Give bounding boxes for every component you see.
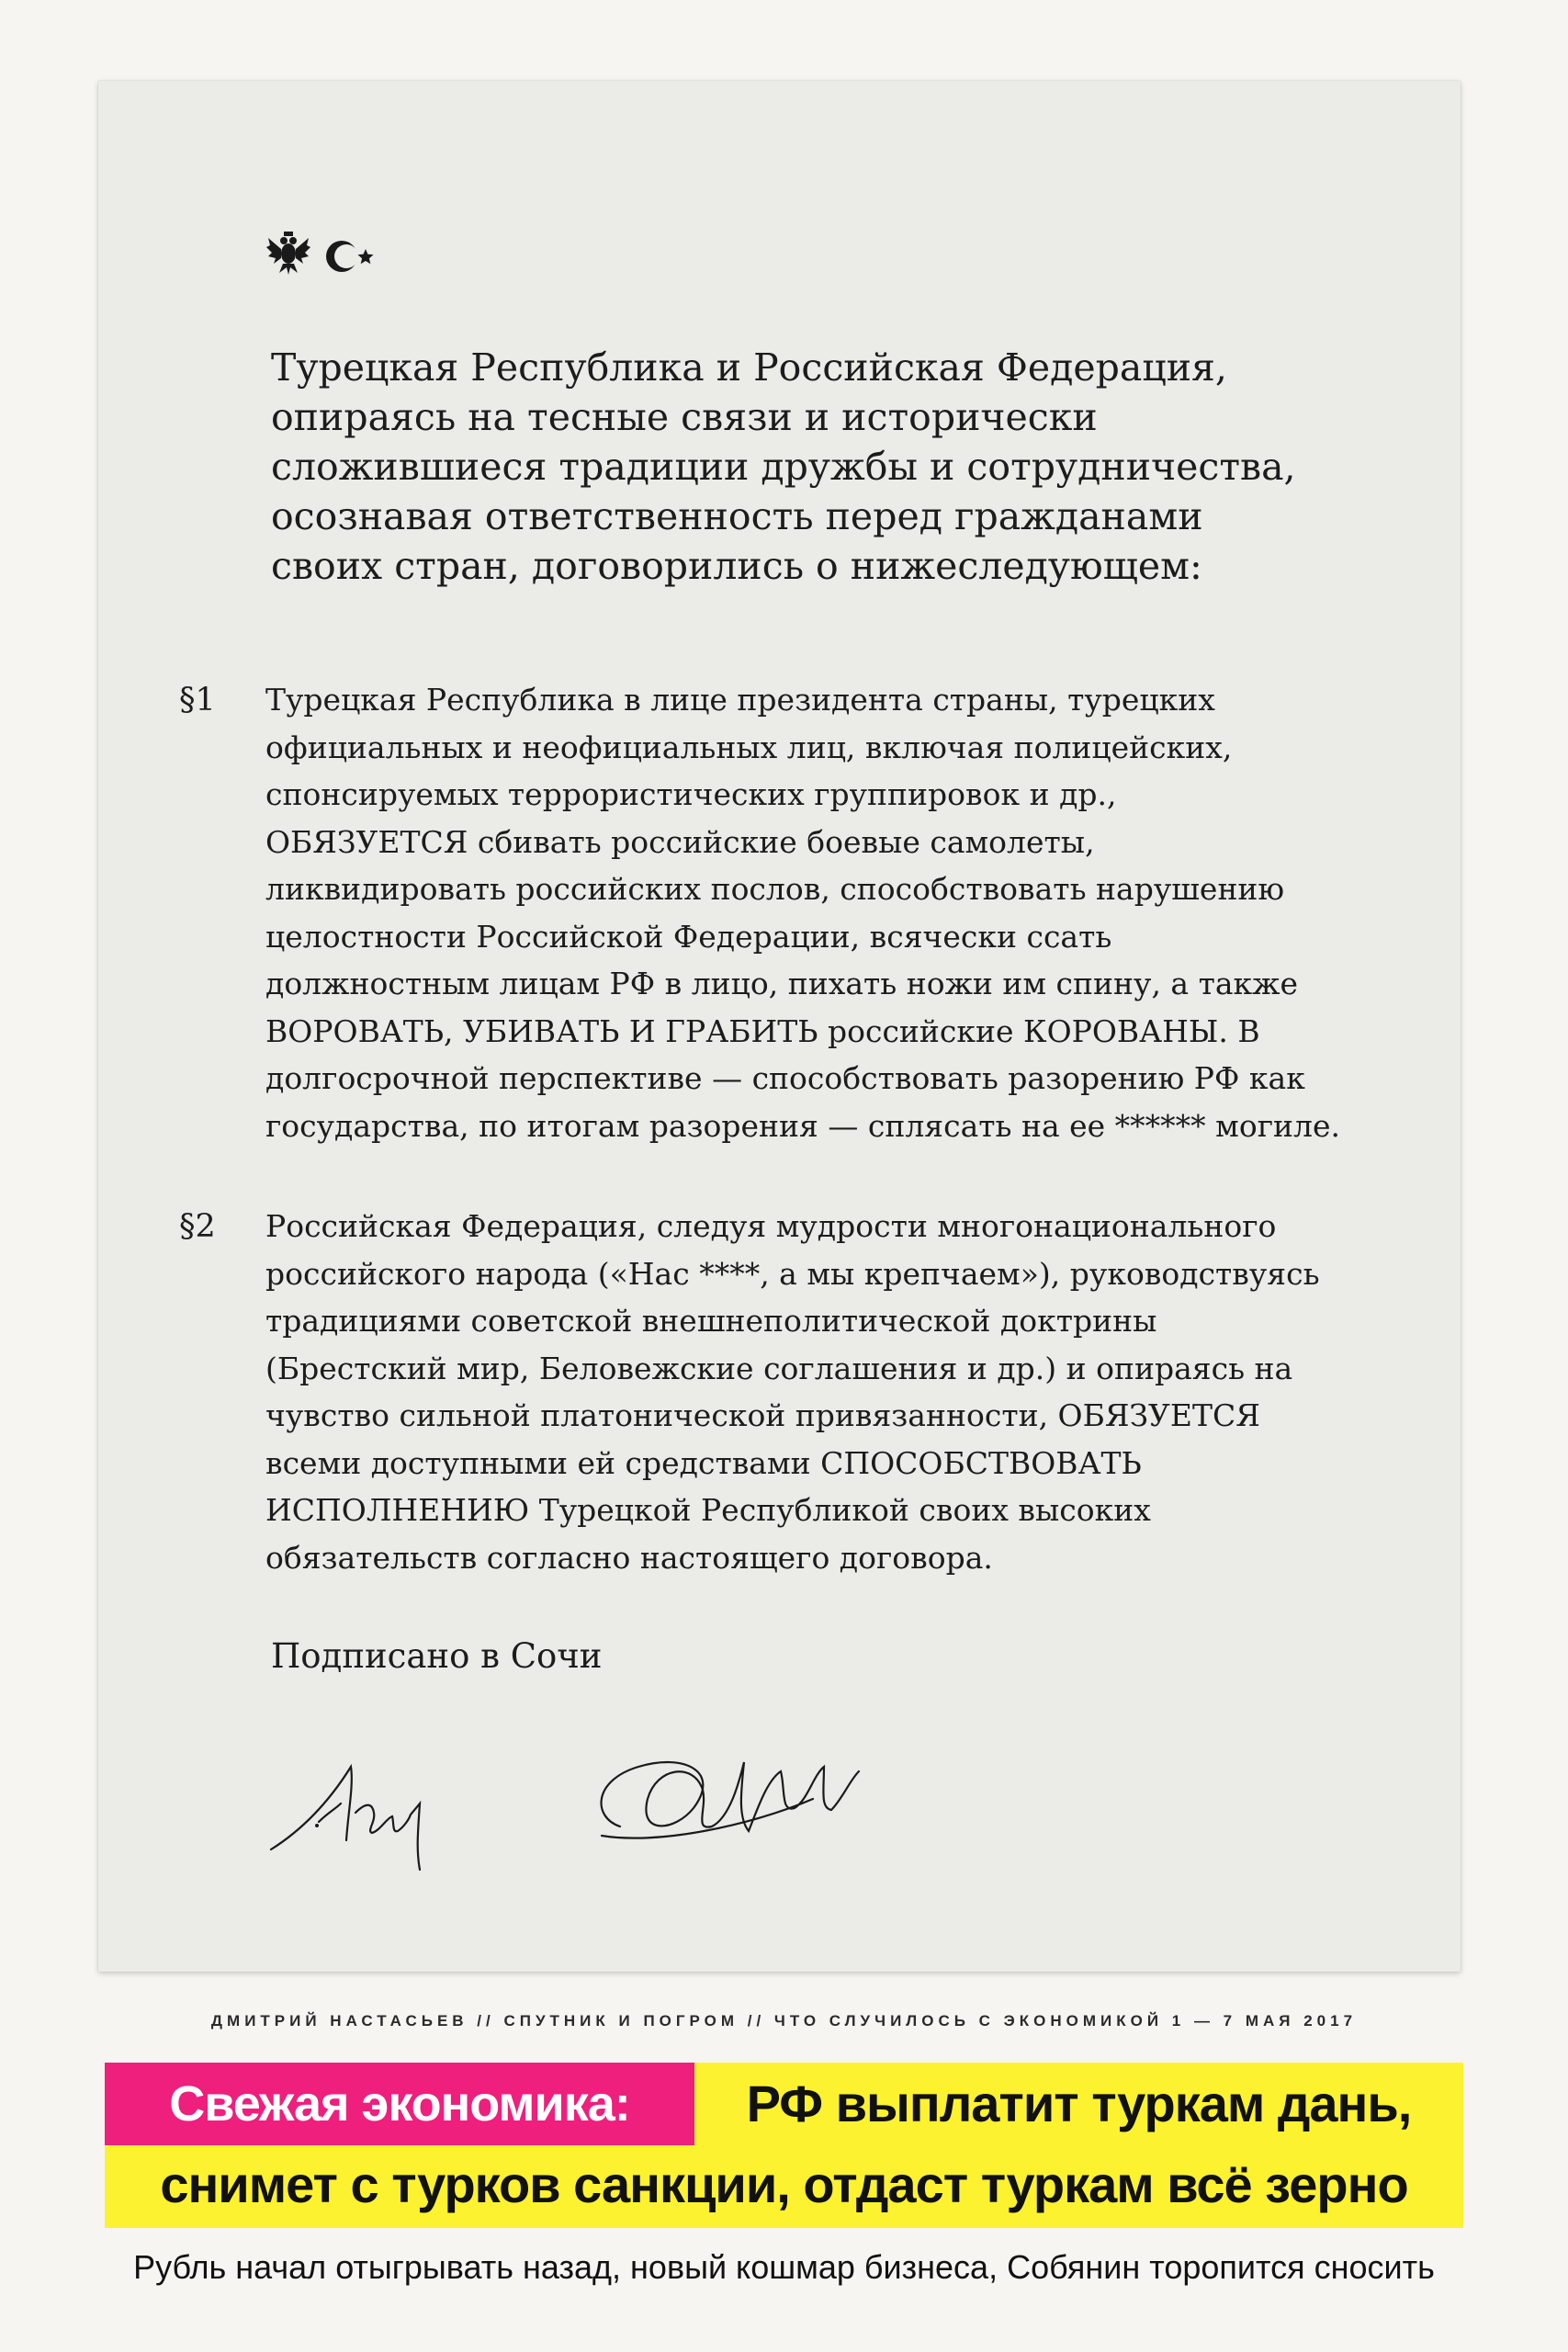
signature-right — [583, 1744, 914, 1863]
paragraph-line: государства, по итогам разорения — сплясать на ее ****** могиле. — [265, 1107, 1340, 1144]
russian-eagle-icon — [266, 232, 310, 275]
preamble-line: сложившиеся традиции дружбы и сотрудничества, — [271, 445, 1296, 489]
paragraph-line: ИСПОЛНЕНИЮ Турецкой Республикой своих высоких — [265, 1492, 1151, 1528]
paragraph-line: российского народа («Нас ****, а мы крепчаем»), руководствуясь — [265, 1255, 1320, 1292]
paragraph-line: долгосрочной перспективе — способствовать разорению РФ как — [265, 1060, 1305, 1096]
paragraph-line: традициями советской внешнеполитической доктрины — [265, 1303, 1157, 1339]
paragraph-line: обязательств согласно настоящего договора. — [265, 1539, 993, 1576]
preamble-line: своих стран, договорились о нижеследующем: — [271, 544, 1202, 588]
preamble-line: осознавая ответственность перед гражданами — [271, 494, 1203, 538]
preamble-line: Турецкая Республика и Российская Федерация, — [271, 345, 1227, 390]
paragraph-line: Турецкая Республика в лице президента страны, турецких — [265, 682, 1215, 718]
paragraph-1-label: §1 — [179, 682, 216, 718]
paragraph-line: ВОРОВАТЬ, УБИВАТЬ И ГРАБИТЬ российские КОРОВАНЫ. В — [265, 1012, 1260, 1049]
emblems — [266, 229, 386, 284]
paragraph-line: (Брестский мир, Беловежские соглашения и др.) и опираясь на — [265, 1350, 1293, 1386]
paragraph-line: чувство сильной платонической привязанности, ОБЯЗУЕТСЯ — [265, 1397, 1260, 1433]
credits-line: ДМИТРИЙ НАСТАСЬЕВ // СПУТНИК И ПОГРОМ // ЧТО СЛУЧИЛОСЬ С ЭКОНОМИКОЙ 1 — 7 МАЯ 2017 — [210, 2012, 1358, 2030]
signature-left — [264, 1748, 558, 1877]
subtitle: Рубль начал отыгрывать назад, новый кошмар бизнеса, Собянин торопится сносить — [133, 2248, 1435, 2286]
paragraph-line: ликвидировать российских послов, способствовать нарушению — [265, 871, 1285, 907]
treaty-document — [98, 81, 1461, 1972]
paragraph-line: целостности Российской Федерации, всячески ссать — [265, 918, 1112, 955]
paragraph-line: всеми доступными ей средствами СПОСОБСТВОВАТЬ — [265, 1444, 1142, 1481]
crescent-star-icon — [326, 241, 374, 272]
preamble — [271, 343, 1327, 591]
headline-line-2: снимет с турков санкции, отдаст туркам всё зерно — [105, 2145, 1463, 2228]
paragraph-2-body — [265, 1203, 1368, 1581]
headline-tag: Свежая экономика: — [105, 2063, 694, 2145]
headline-row-1 — [105, 2063, 1463, 2145]
paragraph-line: Российская Федерация, следуя мудрости многонационального — [265, 1208, 1277, 1244]
paragraph-line: спонсируемых террористических группировок и др., — [265, 776, 1117, 812]
headline-line-1: РФ выплатит туркам дань, — [746, 2075, 1412, 2132]
signed-place: Подписано в Сочи — [271, 1636, 603, 1676]
paragraph-line: ОБЯЗУЕТСЯ сбивать российские боевые самолеты, — [265, 823, 1095, 860]
headline-banner — [105, 2063, 1463, 2228]
paragraph-2-label: §2 — [179, 1208, 216, 1245]
preamble-line: опираясь на тесные связи и исторически — [271, 395, 1098, 439]
paragraph-1-body — [265, 676, 1368, 1149]
paragraph-line: должностным лицам РФ в лицо, пихать ножи им спину, а также — [265, 966, 1299, 1001]
paragraph-line: официальных и неофициальных лиц, включая полицейских, — [265, 729, 1233, 765]
